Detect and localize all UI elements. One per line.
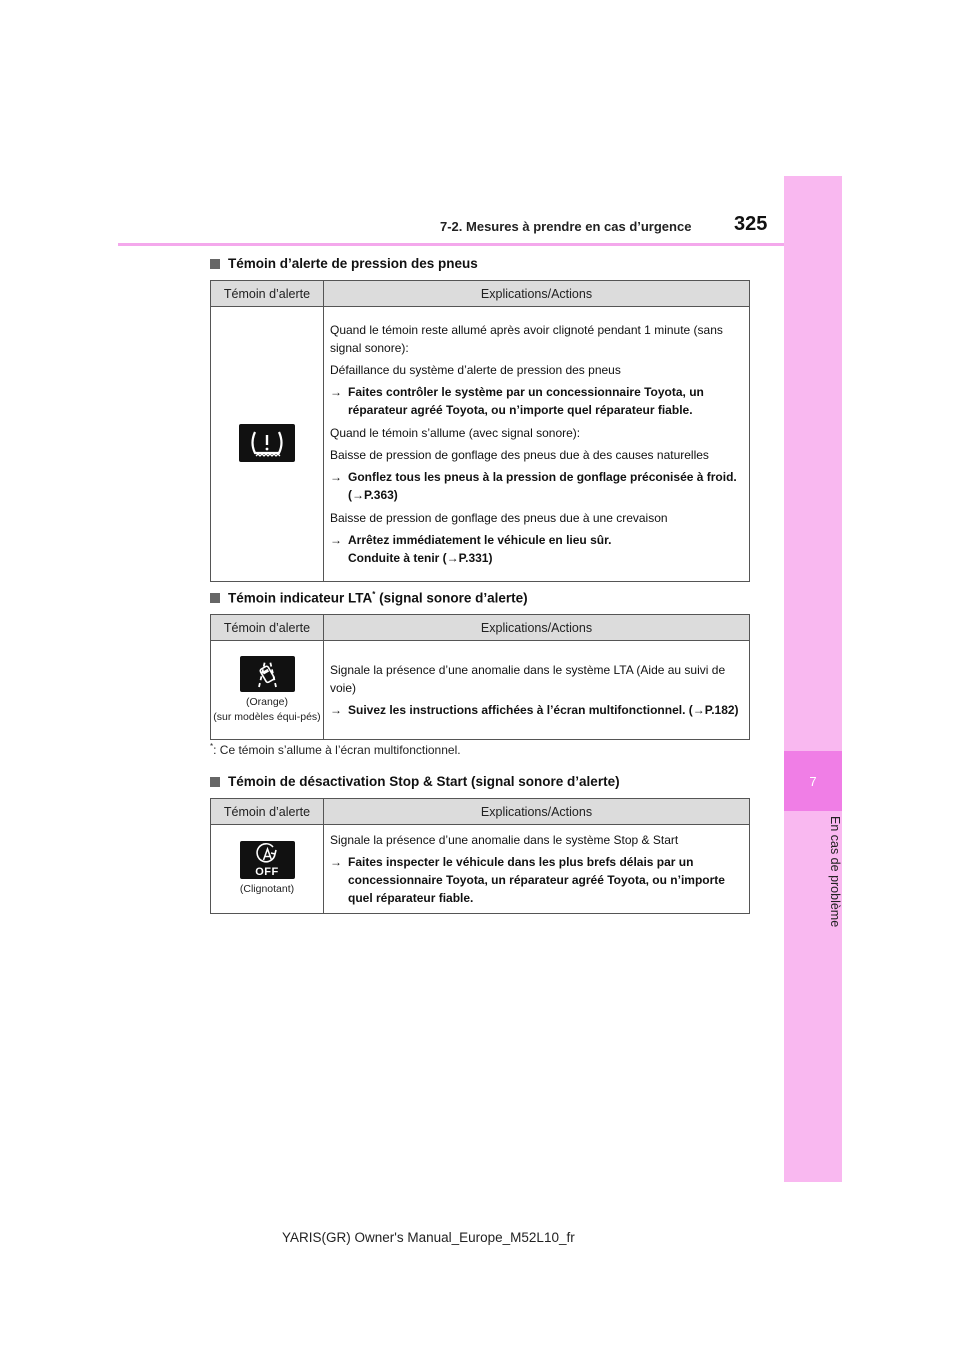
- page-number: 325: [734, 213, 768, 235]
- action-line: [330, 853, 743, 907]
- action-text: Faites inspecter le véhicule dans les plus brefs délais par un concessionnaire Toyota, un réparateur agréé Toyota, ou n’importe quel réparateur fiable.: [348, 855, 725, 905]
- tire-pressure-warning-icon: [239, 424, 295, 462]
- tire-pressure-table: [210, 280, 750, 582]
- stop-start-off-icon: [240, 841, 295, 879]
- action-text: Faites contrôler le système par un concessionnaire Toyota, un réparateur agréé Toyota, ou n’importe quel réparateur fiable.: [348, 385, 704, 417]
- arrow-icon: →: [330, 470, 342, 484]
- chapter-number-tab: [784, 751, 842, 811]
- footer-manual-name: YARIS(GR) Owner's Manual_Europe_M52L10_fr: [282, 1230, 575, 1245]
- cause-text: Baisse de pression de gonflage des pneus due à des causes naturelles: [330, 448, 709, 462]
- square-bullet-icon: [210, 259, 220, 269]
- cause-text: Baisse de pression de gonflage des pneus due à une crevaison: [330, 511, 668, 525]
- header-rule: [118, 243, 784, 246]
- column-header-explanations: Explications/Actions: [324, 799, 750, 825]
- section-heading-lta: Témoin indicateur LTA* (signal sonore d’alerte): [210, 590, 528, 606]
- icon-cell: [211, 641, 324, 740]
- icon-caption: (Clignotant): [239, 883, 295, 896]
- lane-tracing-assist-icon: [240, 656, 295, 692]
- footnote: *: Ce témoin s’allume à l’écran multifonctionnel.: [210, 742, 461, 757]
- explanation-cell: [324, 307, 750, 582]
- icon-cell: [211, 307, 324, 582]
- running-header-title: 7-2. Mesures à prendre en cas d’urgence: [440, 219, 692, 234]
- column-header-warning-light: Témoin d’alerte: [211, 281, 324, 307]
- action-text: Conduite à tenir (→P.331): [348, 551, 493, 565]
- chapter-side-strip: [784, 176, 842, 1182]
- condition-text: Quand le témoin reste allumé après avoir clignoté pendant 1 minute (sans signal sonore):: [330, 323, 723, 355]
- action-text: Arrêtez immédiatement le véhicule en lieu sûr.: [348, 533, 612, 547]
- action-line: [330, 701, 743, 719]
- action-text: Suivez les instructions affichées à l’écran multifonctionnel. (→P.182): [348, 703, 739, 717]
- section-heading-tire-pressure: Témoin d’alerte de pression des pneus: [210, 256, 478, 271]
- icon-cell: [211, 825, 324, 914]
- column-header-explanations: Explications/Actions: [324, 615, 750, 641]
- column-header-warning-light: Témoin d’alerte: [211, 799, 324, 825]
- lta-table: [210, 614, 750, 740]
- arrow-icon: →: [330, 703, 342, 717]
- action-line: [330, 468, 743, 504]
- chapter-label: En cas de problème: [828, 816, 842, 928]
- chapter-number: 7: [809, 773, 817, 789]
- cause-text: Défaillance du système d’alerte de pression des pneus: [330, 363, 621, 377]
- condition-text: Signale la présence d’une anomalie dans le système Stop & Start: [330, 833, 679, 847]
- explanation-cell: [324, 825, 750, 914]
- arrow-icon: →: [330, 385, 342, 399]
- column-header-warning-light: Témoin d’alerte: [211, 615, 324, 641]
- icon-caption: (sur modèles équi-pés): [213, 710, 321, 723]
- condition-text: Signale la présence d’une anomalie dans le système LTA (Aide au suivi de voie): [330, 663, 726, 695]
- section-heading-stop-start: Témoin de désactivation Stop & Start (signal sonore d’alerte): [210, 774, 620, 789]
- square-bullet-icon: [210, 593, 220, 603]
- arrow-icon: →: [330, 533, 342, 547]
- condition-text: Quand le témoin s’allume (avec signal sonore):: [330, 426, 581, 440]
- explanation-cell: [324, 641, 750, 740]
- stop-start-table: [210, 798, 750, 914]
- icon-caption: (Orange): [245, 695, 288, 708]
- action-line: [330, 531, 743, 567]
- off-text: OFF: [255, 866, 279, 879]
- action-line: [330, 383, 743, 419]
- square-bullet-icon: [210, 777, 220, 787]
- arrow-icon: →: [330, 855, 342, 869]
- column-header-explanations: Explications/Actions: [324, 281, 750, 307]
- action-text: Gonflez tous les pneus à la pression de gonflage préconisée à froid. (→P.363): [348, 470, 737, 502]
